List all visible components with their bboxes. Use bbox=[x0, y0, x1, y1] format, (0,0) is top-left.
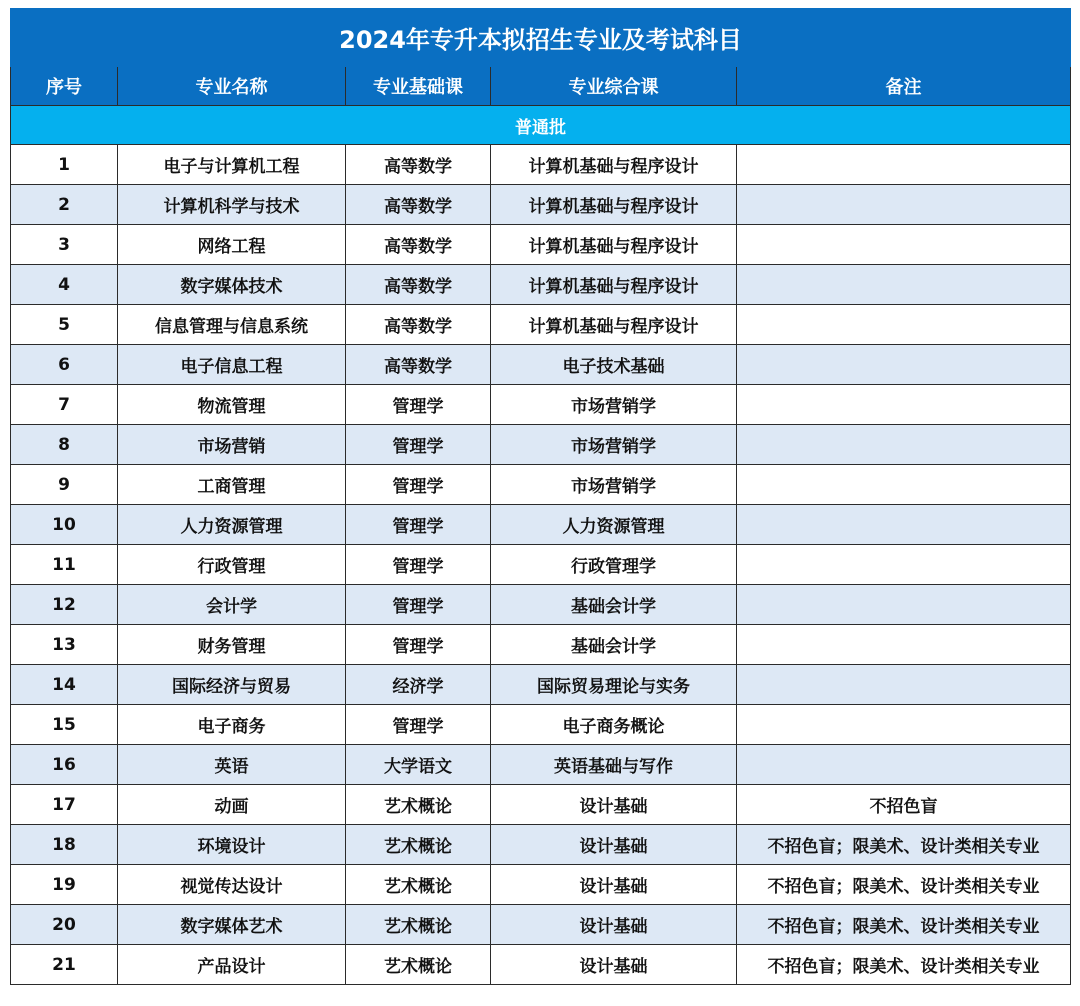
cell-major: 环境设计 bbox=[118, 825, 346, 865]
cell-comprehensive-course: 市场营销学 bbox=[491, 425, 737, 465]
cell-major: 电子信息工程 bbox=[118, 345, 346, 385]
cell-note bbox=[737, 705, 1071, 745]
cell-basic-course: 艺术概论 bbox=[346, 905, 491, 945]
cell-basic-course: 高等数学 bbox=[346, 305, 491, 345]
cell-no: 17 bbox=[11, 785, 118, 825]
table-row bbox=[11, 745, 1071, 785]
cell-major: 产品设计 bbox=[118, 945, 346, 985]
cell-note bbox=[737, 265, 1071, 305]
cell-note bbox=[737, 465, 1071, 505]
cell-note bbox=[737, 225, 1071, 265]
cell-basic-course: 高等数学 bbox=[346, 145, 491, 185]
cell-comprehensive-course: 国际贸易理论与实务 bbox=[491, 665, 737, 705]
table-row bbox=[11, 625, 1071, 665]
cell-comprehensive-course: 计算机基础与程序设计 bbox=[491, 305, 737, 345]
cell-comprehensive-course: 设计基础 bbox=[491, 905, 737, 945]
cell-comprehensive-course: 电子商务概论 bbox=[491, 705, 737, 745]
cell-note: 不招色盲；限美术、设计类相关专业 bbox=[737, 865, 1071, 905]
cell-basic-course: 高等数学 bbox=[346, 185, 491, 225]
cell-comprehensive-course: 市场营销学 bbox=[491, 385, 737, 425]
cell-no: 20 bbox=[11, 905, 118, 945]
batch-row bbox=[11, 106, 1071, 145]
cell-no: 13 bbox=[11, 625, 118, 665]
column-header-comprehensive-course: 专业综合课 bbox=[491, 67, 737, 106]
cell-note: 不招色盲；限美术、设计类相关专业 bbox=[737, 905, 1071, 945]
cell-note: 不招色盲 bbox=[737, 785, 1071, 825]
column-header-major: 专业名称 bbox=[118, 67, 346, 106]
cell-basic-course: 管理学 bbox=[346, 385, 491, 425]
batch-label: 普通批 bbox=[11, 106, 1071, 145]
table-row bbox=[11, 185, 1071, 225]
cell-note bbox=[737, 305, 1071, 345]
cell-basic-course: 艺术概论 bbox=[346, 825, 491, 865]
cell-major: 工商管理 bbox=[118, 465, 346, 505]
table-row bbox=[11, 705, 1071, 745]
cell-note bbox=[737, 425, 1071, 465]
cell-basic-course: 高等数学 bbox=[346, 265, 491, 305]
cell-note bbox=[737, 745, 1071, 785]
cell-comprehensive-course: 设计基础 bbox=[491, 785, 737, 825]
table-row bbox=[11, 265, 1071, 305]
cell-basic-course: 高等数学 bbox=[346, 225, 491, 265]
cell-note bbox=[737, 625, 1071, 665]
column-header-basic-course: 专业基础课 bbox=[346, 67, 491, 106]
table-row bbox=[11, 545, 1071, 585]
cell-note bbox=[737, 505, 1071, 545]
cell-no: 10 bbox=[11, 505, 118, 545]
table-row bbox=[11, 145, 1071, 185]
cell-basic-course: 管理学 bbox=[346, 625, 491, 665]
cell-note bbox=[737, 345, 1071, 385]
column-header-no: 序号 bbox=[11, 67, 118, 106]
cell-basic-course: 管理学 bbox=[346, 505, 491, 545]
cell-comprehensive-course: 设计基础 bbox=[491, 945, 737, 985]
cell-major: 英语 bbox=[118, 745, 346, 785]
title-row bbox=[11, 9, 1071, 67]
cell-no: 9 bbox=[11, 465, 118, 505]
cell-basic-course: 管理学 bbox=[346, 425, 491, 465]
cell-no: 5 bbox=[11, 305, 118, 345]
table-row bbox=[11, 465, 1071, 505]
column-header-note: 备注 bbox=[737, 67, 1071, 106]
cell-major: 行政管理 bbox=[118, 545, 346, 585]
cell-basic-course: 管理学 bbox=[346, 585, 491, 625]
cell-major: 视觉传达设计 bbox=[118, 865, 346, 905]
cell-major: 网络工程 bbox=[118, 225, 346, 265]
cell-no: 15 bbox=[11, 705, 118, 745]
cell-no: 14 bbox=[11, 665, 118, 705]
table-row bbox=[11, 585, 1071, 625]
cell-basic-course: 艺术概论 bbox=[346, 945, 491, 985]
table-row bbox=[11, 905, 1071, 945]
cell-note bbox=[737, 545, 1071, 585]
cell-note bbox=[737, 585, 1071, 625]
table-row bbox=[11, 785, 1071, 825]
cell-major: 数字媒体技术 bbox=[118, 265, 346, 305]
table-row bbox=[11, 385, 1071, 425]
table-row bbox=[11, 305, 1071, 345]
table-row bbox=[11, 665, 1071, 705]
table-row bbox=[11, 825, 1071, 865]
cell-basic-course: 艺术概论 bbox=[346, 785, 491, 825]
cell-comprehensive-course: 基础会计学 bbox=[491, 625, 737, 665]
cell-note: 不招色盲；限美术、设计类相关专业 bbox=[737, 825, 1071, 865]
cell-comprehensive-course: 计算机基础与程序设计 bbox=[491, 185, 737, 225]
cell-basic-course: 艺术概论 bbox=[346, 865, 491, 905]
cell-major: 物流管理 bbox=[118, 385, 346, 425]
cell-comprehensive-course: 市场营销学 bbox=[491, 465, 737, 505]
cell-no: 7 bbox=[11, 385, 118, 425]
cell-comprehensive-course: 人力资源管理 bbox=[491, 505, 737, 545]
cell-no: 12 bbox=[11, 585, 118, 625]
cell-comprehensive-course: 计算机基础与程序设计 bbox=[491, 225, 737, 265]
cell-no: 3 bbox=[11, 225, 118, 265]
cell-comprehensive-course: 计算机基础与程序设计 bbox=[491, 265, 737, 305]
cell-comprehensive-course: 行政管理学 bbox=[491, 545, 737, 585]
cell-major: 动画 bbox=[118, 785, 346, 825]
cell-note bbox=[737, 145, 1071, 185]
table-row bbox=[11, 505, 1071, 545]
cell-no: 18 bbox=[11, 825, 118, 865]
cell-major: 国际经济与贸易 bbox=[118, 665, 346, 705]
cell-major: 市场营销 bbox=[118, 425, 346, 465]
table-row bbox=[11, 425, 1071, 465]
cell-comprehensive-course: 设计基础 bbox=[491, 825, 737, 865]
cell-no: 1 bbox=[11, 145, 118, 185]
cell-comprehensive-course: 计算机基础与程序设计 bbox=[491, 145, 737, 185]
cell-basic-course: 大学语文 bbox=[346, 745, 491, 785]
cell-major: 财务管理 bbox=[118, 625, 346, 665]
admissions-table bbox=[10, 8, 1071, 985]
cell-no: 8 bbox=[11, 425, 118, 465]
cell-note bbox=[737, 385, 1071, 425]
table-row bbox=[11, 945, 1071, 985]
cell-basic-course: 管理学 bbox=[346, 705, 491, 745]
table-row bbox=[11, 345, 1071, 385]
cell-no: 11 bbox=[11, 545, 118, 585]
cell-no: 2 bbox=[11, 185, 118, 225]
admissions-table-container bbox=[10, 8, 1070, 985]
cell-major: 电子与计算机工程 bbox=[118, 145, 346, 185]
cell-note bbox=[737, 185, 1071, 225]
cell-major: 人力资源管理 bbox=[118, 505, 346, 545]
cell-basic-course: 经济学 bbox=[346, 665, 491, 705]
cell-no: 4 bbox=[11, 265, 118, 305]
cell-no: 21 bbox=[11, 945, 118, 985]
cell-major: 会计学 bbox=[118, 585, 346, 625]
cell-comprehensive-course: 电子技术基础 bbox=[491, 345, 737, 385]
cell-comprehensive-course: 基础会计学 bbox=[491, 585, 737, 625]
cell-no: 19 bbox=[11, 865, 118, 905]
cell-no: 16 bbox=[11, 745, 118, 785]
cell-major: 计算机科学与技术 bbox=[118, 185, 346, 225]
cell-no: 6 bbox=[11, 345, 118, 385]
cell-basic-course: 高等数学 bbox=[346, 345, 491, 385]
cell-major: 信息管理与信息系统 bbox=[118, 305, 346, 345]
cell-note: 不招色盲；限美术、设计类相关专业 bbox=[737, 945, 1071, 985]
cell-major: 数字媒体艺术 bbox=[118, 905, 346, 945]
table-row bbox=[11, 865, 1071, 905]
cell-basic-course: 管理学 bbox=[346, 465, 491, 505]
table-row bbox=[11, 225, 1071, 265]
cell-basic-course: 管理学 bbox=[346, 545, 491, 585]
cell-comprehensive-course: 设计基础 bbox=[491, 865, 737, 905]
header-row bbox=[11, 67, 1071, 106]
cell-comprehensive-course: 英语基础与写作 bbox=[491, 745, 737, 785]
cell-major: 电子商务 bbox=[118, 705, 346, 745]
table-title: 2024年专升本拟招生专业及考试科目 bbox=[11, 9, 1071, 67]
cell-note bbox=[737, 665, 1071, 705]
